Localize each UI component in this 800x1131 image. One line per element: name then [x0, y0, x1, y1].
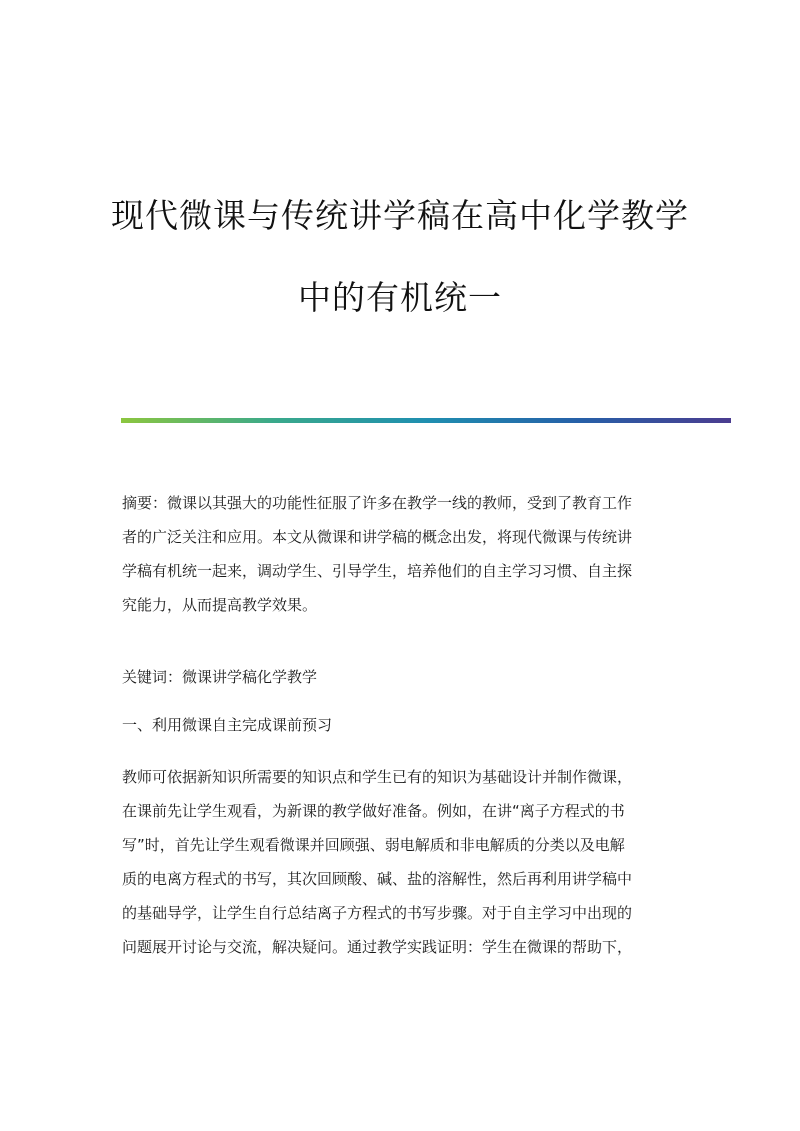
body-line: 的基础导学，让学生自行总结离子方程式的书写步骤。对于自主学习中出现的: [122, 904, 633, 922]
body-paragraph: [122, 760, 680, 964]
body-line: 在课前先让学生观看，为新课的教学做好准备。例如，在讲“离子方程式的书: [122, 802, 625, 820]
abstract-line: 者的广泛关注和应用。本文从微课和讲学稿的概念出发，将现代微课与传统讲: [122, 528, 633, 546]
document-title-line-1: 现代微课与传统讲学稿在高中化学教学: [111, 196, 689, 235]
keywords-text: 关键词：微课讲学稿化学教学: [122, 668, 318, 686]
body-line: 写”时，首先让学生观看微课并回顾强、弱电解质和非电解质的分类以及电解: [122, 836, 625, 854]
abstract-line: 究能力，从而提高教学效果。: [122, 596, 318, 614]
section-heading-text: 一、利用微课自主完成课前预习: [122, 716, 333, 734]
document-title-line-2: 中的有机统一: [298, 278, 502, 317]
abstract-paragraph: [122, 486, 680, 622]
abstract-line: 摘要：微课以其强大的功能性征服了许多在教学一线的教师，受到了教育工作: [122, 494, 633, 512]
keywords-line: [122, 660, 680, 694]
abstract-line: 学稿有机统一起来，调动学生、引导学生，培养他们的自主学习习惯、自主探: [122, 562, 633, 580]
body-line: 问题展开讨论与交流，解决疑问。通过教学实践证明：学生在微课的帮助下，: [122, 938, 633, 956]
body-line: 教师可依据新知识所需要的知识点和学生已有的知识为基础设计并制作微课，: [122, 768, 633, 786]
body-line: 质的电离方程式的书写，其次回顾酸、碱、盐的溶解性，然后再利用讲学稿中: [122, 870, 633, 888]
section-heading: [122, 708, 680, 742]
gradient-divider: [121, 418, 731, 423]
